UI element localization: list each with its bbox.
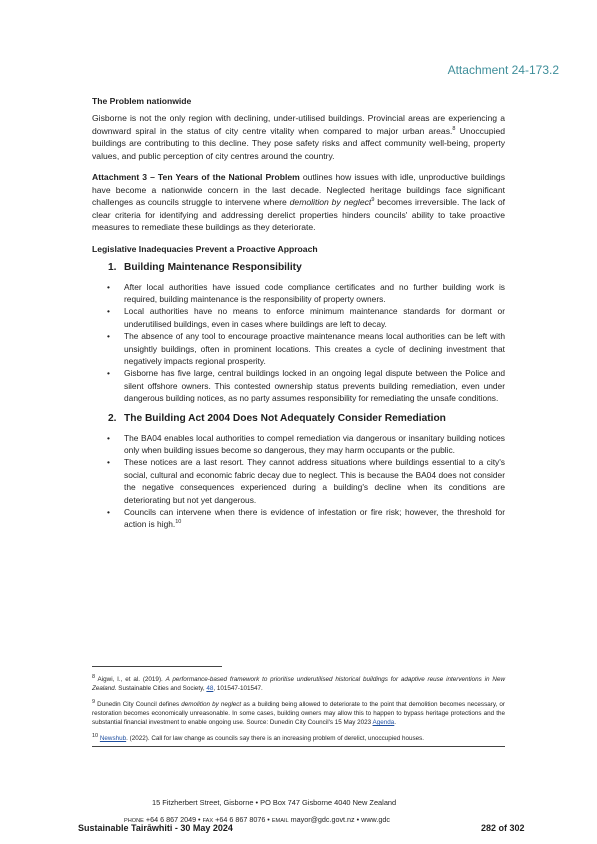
footnotes [92,675,505,754]
footnote-text: . [394,719,397,726]
footnote-ref-8: 8 [452,125,456,132]
paragraph-text: outlines how issues with idle, unproductive buildings have become a nationwide concern in the last decade. Neglected heritage buildings face significant challenges as councils struggle to intervene where [92,172,505,207]
footnote-text: . (2022). Call for law change as councils say there is an increasing problem of derelict, unoccupied houses. [126,735,425,742]
footnote-text: . Sustainable Cities and Society, [114,685,207,692]
subheading-building-act [108,413,505,424]
subheading-number: 2. [108,412,117,424]
footnote-9 [92,700,505,727]
bullet-list-building-act [92,432,505,531]
footer-meeting-title: Sustainable Tairāwhiti - 30 May 2024 [78,823,233,833]
bold-lead: Attachment 3 – Ten Years of the National Problem [92,172,300,182]
footnote-text: , 101547-101547. [213,685,263,692]
list-item: • The BA04 enables local authorities to compel remediation via dangerous or insanitary building notices only when building issues become so dangerous, they may harm occupants or the public. [124,432,505,457]
footnote-text: as a building being allowed to deteriorate to the point that demolition becomes necessary, or restoration becomes economically unreasonable. In some cases, building owners may allow this to happen to bypass heritage protections and the substantial financial investment to enable ongoing use. Source: Dunedin City Council's 15 May 2023 [92,701,505,726]
footnote-link-newshub[interactable]: Newshub [99,735,127,742]
footnote-10 [92,734,505,747]
footnote-8 [92,675,505,693]
fax-number: +64 6 867 8076 • [213,815,272,824]
attachment-label: Attachment 24-173.2 [447,63,559,77]
section-heading-problem: The Problem nationwide [92,96,192,106]
footnote-number: 8 [92,673,96,680]
footnote-link-48[interactable]: 48 [206,685,214,692]
paragraph-attachment3 [92,171,505,234]
italic-term: demolition by neglect [289,197,372,207]
footnote-number: 9 [92,698,96,705]
section-heading-legislative: Legislative Inadequacies Prevent a Proactive Approach [92,243,318,254]
footnote-ref-10: 10 [175,519,182,526]
subheading-title: Building Maintenance Responsibility [124,261,302,273]
footnote-text: Dunedin City Council defines [95,701,182,708]
footnote-italic: A performance-based framework to prioritise underutilised historical buildings for adaptive reuse interventions in New Zealand [92,676,505,692]
footnote-italic: demolition by neglect [181,701,242,708]
footer-address: 15 Fitzherbert Street, Gisborne • PO Box 747 Gisborne 4040 New Zealand [152,798,397,807]
footnote-ref-9: 9 [371,197,375,204]
subheading-number: 1. [108,261,117,273]
email-label: EMAIL [271,818,289,824]
list-item: • Gisborne has five large, central buildings locked in an ongoing legal dispute between the Police and silent offshore owners. This contested ownership status prevents building remediation, even under dangerous building notices, as no party assumes responsibility for remediating the unsafe conditions. [124,367,505,404]
paragraph-problem [92,112,505,162]
email-address: mayor@gdc.govt.nz • www.gdc [288,815,390,824]
paragraph-text: Unoccupied buildings are contributing to this decline. They pose safety risks and affect community well-being, property values, and public perception of city centres around the country. [92,125,505,161]
list-item [124,506,505,531]
subheading-title: The Building Act 2004 Does Not Adequately Consider Remediation [124,412,446,424]
phone-label: PHONE [124,818,144,824]
footnote-text: Aigwi, I., et al. (2019). [95,676,166,683]
footnote-divider [92,666,222,667]
phone-number: +64 6 867 2049 • [143,815,203,824]
fax-label: FAX [202,818,214,824]
list-item: • Local authorities have no means to enforce minimum maintenance standards for dormant or underutilised buildings, even in cases where buildings are left to decay. [124,305,505,330]
list-item: • These notices are a last resort. They cannot address situations where buildings essential to a city's social, cultural and economic fabric decay due to neglect. This is because the BA04 does not consider the negative consequences experienced during a building's decline when its conditions are deteriorating but not yet dangerous. [124,456,505,506]
footnote-number: 10 [92,732,99,739]
subheading-building-maintenance [108,262,505,273]
list-item: • After local authorities have issued code compliance certificates and no further building work is required, building maintenance is the responsibility of property owners. [124,281,505,306]
footnote-link-agenda[interactable]: Agenda [372,719,395,726]
paragraph-text: becomes irreversible. The lack of clear criteria for identifying and addressing derelict properties hinders councils' ability to take proactive measures to remediate these buildings as they deteriorate. [92,197,505,232]
main-content [92,96,505,539]
list-item: • The absence of any tool to encourage proactive maintenance means local authorities can be left with unsightly buildings, often in prominent locations. This creates a cycle of declining investment that negatively impacts regional prosperity. [124,330,505,367]
page-number: 282 of 302 [481,823,525,833]
bullet-list-maintenance [92,281,505,405]
list-item-text: Councils can intervene when there is evidence of infestation or fire risk; however, the threshold for action is high. [124,507,505,530]
paragraph-text: Gisborne is not the only region with declining, under-utilised buildings. Provincial areas are experiencing a downward spiral in the status of city centre vitality when compared to major urban areas. [92,113,505,136]
